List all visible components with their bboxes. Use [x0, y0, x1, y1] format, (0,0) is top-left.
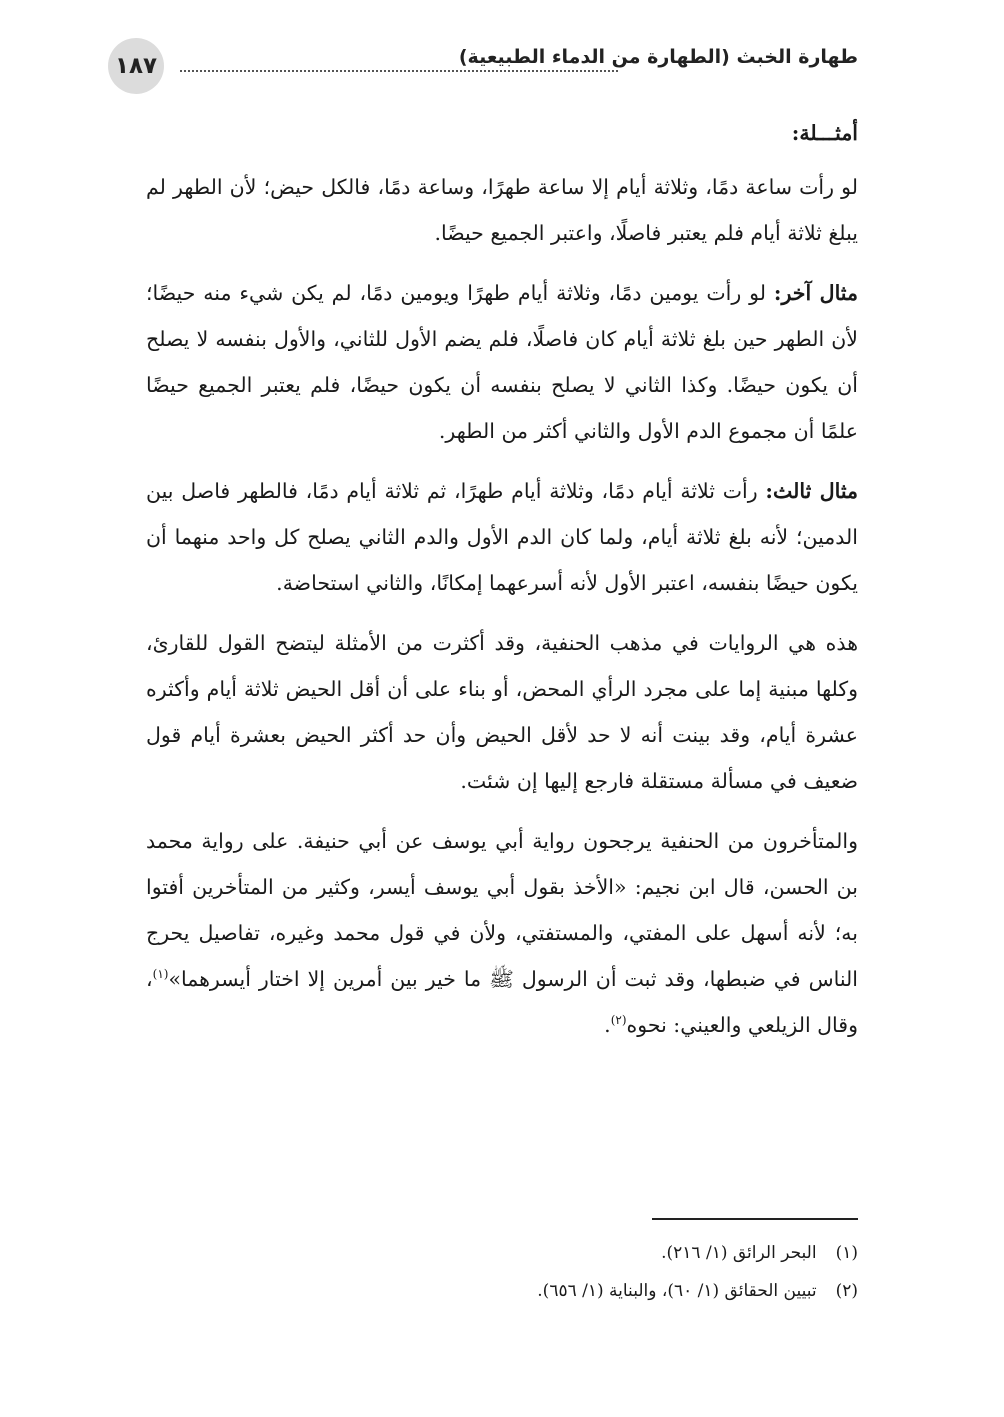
paragraph-5-part2: ، وقال الزيلعي والعيني: نحوه — [146, 967, 858, 1037]
running-header-title: طهارة الخبث (الطهارة من الدماء الطبيعية) — [458, 46, 858, 68]
paragraph-2-text: لو رأت يومين دمًا، وثلاثة أيام طهرًا ويومين دمًا، لم يكن شيء منه حيضًا؛ لأن الطهر حين بلغ ثلاثة أيام كان فاصلًا، فلم يضم الأول للثاني، والأول بنفسه لا يصلح أن يكون حيضًا. وكذا الثاني لا يصلح بنفسه أن يكون حيضًا، فلم يعتبر الجميع حيضًا علمًا أن مجموع الدم الأول والثاني أكثر من الطهر. — [146, 281, 858, 443]
footnote-1 — [146, 1234, 858, 1272]
paragraph-3-text: رأت ثلاثة أيام دمًا، وثلاثة أيام طهرًا، ثم ثلاثة أيام دمًا، فالطهر فاصل بين الدمين؛ لأنه بلغ ثلاثة أيام، ولما كان الدم الأول والدم الثاني يصلح كل واحد منهما أن يكون حيضًا بنفسه، اعتبر الأول لأنه أسرعهما إمكانًا، والثاني استحاضة. — [146, 479, 858, 595]
paragraph-5 — [146, 818, 858, 1048]
paragraph-4 — [146, 620, 858, 804]
paragraph-3-lead: مثال ثالث: — [765, 479, 859, 503]
paragraph-3 — [146, 468, 858, 606]
footnote-ref-1[interactable]: (١) — [152, 967, 169, 982]
footnote-1-text: البحر الرائق (١/ ٢١٦). — [661, 1243, 817, 1263]
header-dotted-leader — [180, 70, 618, 72]
paragraph-2-lead: مثال آخر: — [773, 281, 858, 305]
page-number-badge: ١٨٧ — [108, 38, 164, 94]
footnote-2 — [146, 1272, 858, 1310]
footnote-2-text: تبيين الحقائق (١/ ٦٠)، والبناية (١/ ٦٥٦). — [537, 1281, 817, 1301]
footnote-ref-2[interactable]: (٢) — [610, 1013, 627, 1028]
footnote-1-number: (١) — [835, 1243, 858, 1263]
paragraph-1 — [146, 164, 858, 256]
paragraph-5-part1: والمتأخرون من الحنفية يرجحون رواية أبي يوسف عن أبي حنيفة. على رواية محمد بن الحسن، قال ابن نجيم: «الأخذ بقول أبي يوسف أيسر، وكثير من المتأخرين أفتوا به؛ لأنه أسهل على المفتي، والمستفتي، ولأن في قول محمد وغيره، تفاصيل يحرج الناس في ضبطها، وقد ثبت أن الرسول ﷺ ما خير بين أمرين إلا اختار أيسرهما» — [146, 829, 858, 991]
footnotes — [146, 1234, 858, 1310]
paragraph-4-text: هذه هي الروايات في مذهب الحنفية، وقد أكثرت من الأمثلة ليتضح القول للقارئ، وكلها مبنية إما على مجرد الرأي المحض، أو بناء على أن أقل الحيض ثلاثة أيام وأكثره عشرة أيام، وقد بينت أنه لا حد لأقل الحيض وأن حد أكثر الحيض بعشرة أيام قول ضعيف في مسألة مستقلة فارجع إليها إن شئت. — [146, 631, 859, 793]
paragraph-5-part3: . — [604, 1013, 611, 1037]
main-text — [146, 106, 858, 1062]
paragraph-2 — [146, 270, 858, 454]
footnote-2-number: (٢) — [835, 1281, 858, 1301]
section-title: أمثـــلة: — [791, 121, 858, 145]
page-header — [108, 38, 858, 98]
paragraph-1-text: لو رأت ساعة دمًا، وثلاثة أيام إلا ساعة طهرًا، وساعة دمًا، فالكل حيض؛ لأن الطهر لم يبلغ ثلاثة أيام فلم يعتبر فاصلًا، واعتبر الجميع حيضًا. — [146, 175, 858, 245]
footnote-divider — [652, 1218, 858, 1220]
